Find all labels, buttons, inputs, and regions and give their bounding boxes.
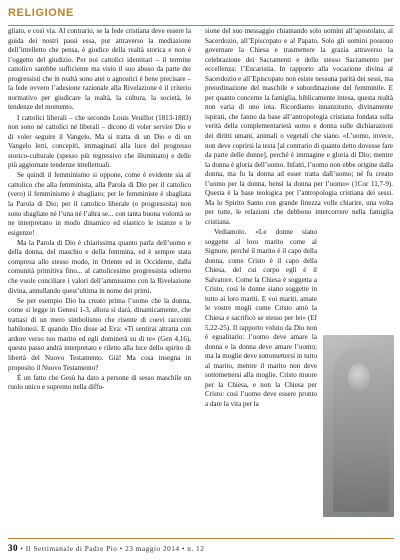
paragraph: gliato, e così via. Al contrario, se la fede cristiana deve essere la guida dei nostri passi essa, pur attraverso la mediazione dell’intelletto che pensa, è giudice della realtà storica e non è l’oggetto del giudizio. Per noi cattolici identitari – il termine cattolico sarebbe sufficiente ma visto il suo abuso da parte dei progressisti che in realtà sono atei o agnostici è bene precisare – la fede ovvero l’adesione razionale alla Rivelazione è il criterio normativo per giudicare la realtà, la cultura, la società, le tendenze del momento.: [8, 27, 191, 112]
paragraph: Vediamolo. «Le donne siano soggette al loro marito come al Signore, perché il marito è il capo della donna, come Cristo è il capo della Chiesa, del cui corpo egli è il Salvatore. Come la Chiesa è soggetta a Cristo, così le donne siano soggette in tutto ai loro mariti. E voi mariti, amate le vostre mogli come Cristo amò la Chiesa e sacrificò se stesso per lei» (Ef 5,22-25). Il rapporto voluto da Dio non è egualitario: l’uomo deve amare la donna e la donna deve amare l’uomo; ma la moglie deve sottomettersi in tutto al marito, mentre il marito non deve sottomettersi alla moglie. Cristo muore per la Chiesa, e non la Chiesa per Cristo: così l’uomo deve essere pronto a dare la vita per la: [205, 228, 317, 408]
footer-rule: [8, 538, 394, 539]
article-photo: [323, 335, 394, 517]
footer-line: [8, 543, 204, 553]
paragraph: I cattolici liberali – che secondo Louis Veuillot (1813-1883) non sono né cattolici né liberali – dicono di voler servire Dio e di voler seguire il Vangelo. Ma si tratta di un Dio e di un Vangelo letti, concepiti, immaginati alla luce del progresso storico-culturale (spesso più regressivo che illuminato) e delle più aggiornate tendenze intellettuali.: [8, 113, 191, 170]
section-title: RELIGIONE: [8, 7, 74, 19]
page-footer: [8, 538, 394, 554]
photo-face: [348, 363, 370, 391]
page-number: 30: [8, 543, 18, 553]
paragraph: È un fatto che Gesù ha dato a persone di sesso maschile un ruolo unico e supremo nella diffu-: [8, 373, 191, 392]
footer-publication: • Il Settimanale di Padre Pio • 23 maggio 2014 • n. 12: [18, 544, 205, 553]
paragraph: Ma la Parola di Dio è chiarissima quanto parla dell’uomo e della donna, del maschio e della femmina, ed è sempre stata compresa allo stesso modo, in Oriente ed in Occidente, dalla comunità primitiva fino... al cattolicesimo progressista odierno che vuole conciliare i valori dell’ammissimo con la Rivelazione divina, annullando quest’ultima in nome dei primi.: [8, 238, 191, 295]
paragraph: sione del suo messaggio chiamando solo uomini all’apostolato, al Sacerdozio, all’Episcopato e al Papato. Solo gli uomini possono governare la Chiesa e trasmettere la grazia attraverso la celebrazione dei Sacramenti e dello stesso Sacramento per eccellenza: l’Eucaristia. In rapporto alla vocazione divina al Sacerdozio e all’Episcopato non esiste nessuna parità dei sessi, ma preordinazione del maschile e subordinazione del femminile. E per quanto concerne la famiglia, biblicamente intesa, questa realtà non varia di uno iota. Ricordiamo innanzitutto, divinamente ispirati, che fanno da base all’antropologia cristiana fondata sulla verità della complementarietà uomo e donna sulle dichiarazioni dei diritti umani, animali o vegetali che siano. «L’uomo, invece, non deve coprirsi la testa [al contrario di quanto detto dovesse fare da parte delle donne], perché è immagine e gloria di Dio; mentre la donna è gloria dell’uomo. Infatti, l’uomo non ebbe origine dalla donna, ma fu la donna ad esser tratta dall’uomo; né fu creato l’uomo per la donna, bensì la donna per l’uomo» (1Cor 11,7-9). Questa è la base teologica per l’antropologia cristiana dei sessi. Ma lo Spirito Santo con grande finezza volle chiarire, una volta per tutte, le relazioni che debbono intercorrere nella famiglia cristiana.: [205, 27, 393, 226]
paragraph: Se per esempio Dio ha creato prima l’uomo che la donna, come si legge in Genesi 1-3, allora si darà, dinamicamente, che trattasi di un mero simbolismo che risente di coevi racconti babilonesi. E quando Dio disse ad Eva: «Ti sentirai attratta con ardore verso tuo marito ed egli dominerà su di te» (Gen 4,16), questo passo andrà interpretato e riletto alla luce dello spirito di libertà del Nuovo Testamento. Già! Ma cosa insegna in proposito il Nuovo Testamento?: [8, 296, 191, 372]
paragraph: Se quindi il femminismo si oppone, come è evidente sia al cattolico che alla femminista, alla Parola di Dio per il cattolico (vero) il femminismo è sbagliato; per le femministe è sbagliata la Parola di Dio; per il cattolico liberale (o progressista) non sono sbagliate né l’una né l’altra se... con tanta buona volontà se ne interpretano in modo dinamico ed elastico le istanze e le esigenze!: [8, 171, 191, 237]
left-column: [8, 27, 191, 393]
page-header: [8, 4, 394, 26]
